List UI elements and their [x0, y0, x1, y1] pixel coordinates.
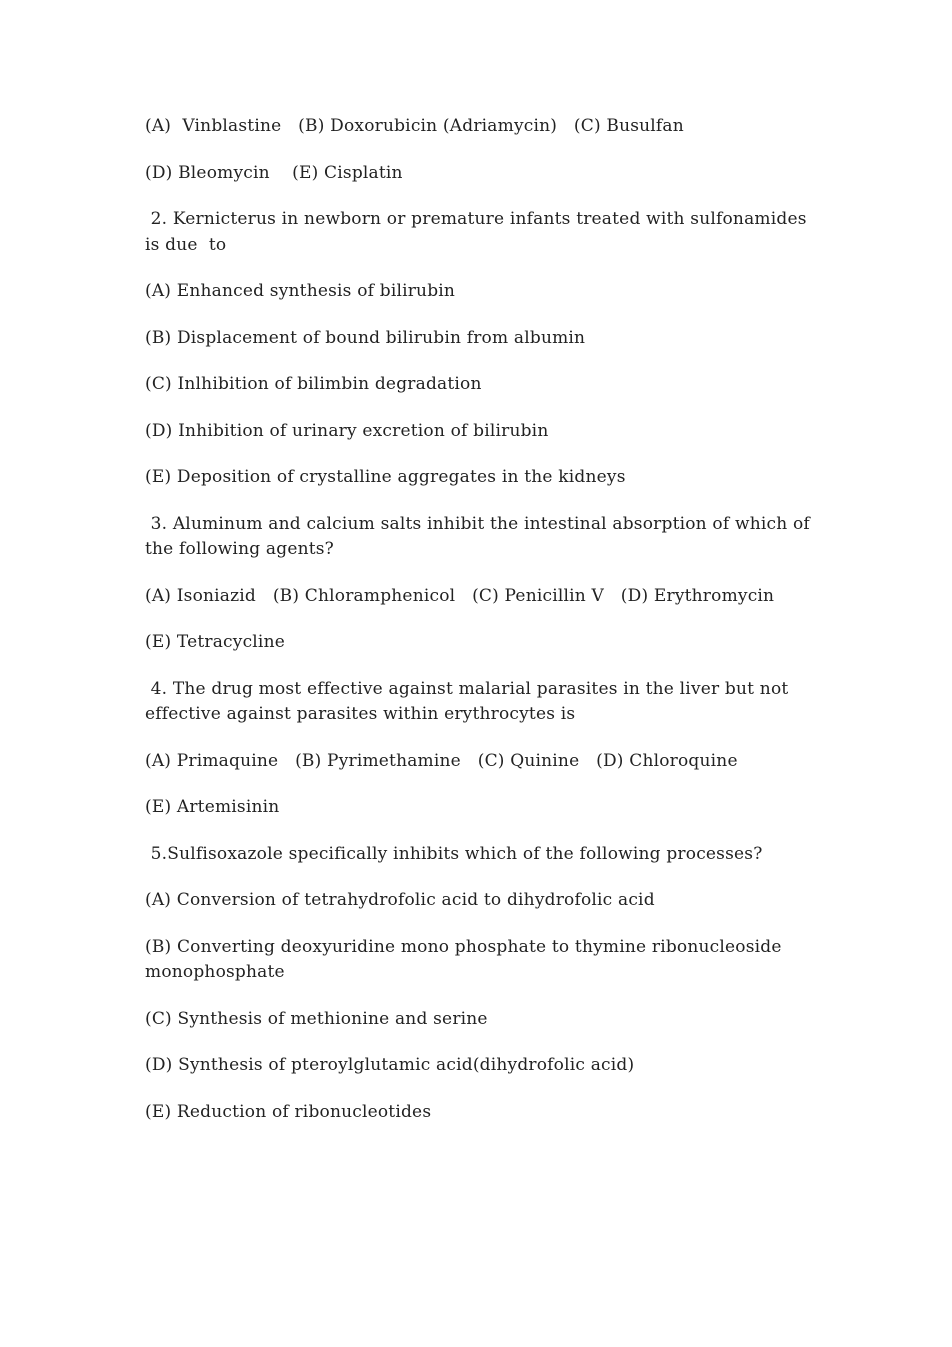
q5-option-e: (E) Reduction of ribonucleotides: [145, 1101, 432, 1122]
q5-option-c: (C) Synthesis of methionine and serine: [145, 1008, 488, 1029]
q3-options-a-d: (A) Isoniazid (B) Chloramphenicol (C) Penicillin V (D) Erythromycin: [145, 585, 775, 606]
question-4: 4. The drug most effective against malarial parasites in the liver but not effective against parasites within erythrocytes is: [145, 678, 795, 724]
question-3: 3. Aluminum and calcium salts inhibit the intestinal absorption of which of the following agents?: [145, 513, 816, 559]
q5-option-d: (D) Synthesis of pteroylglutamic acid(dihydrofolic acid): [145, 1055, 635, 1075]
q2-option-d: (D) Inhibition of urinary excretion of bilirubin: [145, 420, 549, 441]
question-2: 2. Kernicterus in newborn or premature infants treated with sulfonamides is due to: [145, 209, 813, 255]
q5-option-a: (A) Conversion of tetrahydrofolic acid to dihydrofolic acid: [145, 890, 655, 910]
options-line-q1-cont: (D) Bleomycin (E) Cisplatin: [145, 162, 403, 183]
q2-option-a: (A) Enhanced synthesis of bilirubin: [145, 281, 456, 301]
q2-option-c: (C) Inlhibition of bilimbin degradation: [145, 374, 482, 394]
q4-options-a-d: (A) Primaquine (B) Pyrimethamine (C) Quinine (D) Chloroquine: [145, 750, 738, 771]
q2-option-b: (B) Displacement of bound bilirubin from albumin: [145, 327, 586, 348]
q3-option-e: (E) Tetracycline: [145, 632, 285, 652]
q5-option-b: (B) Converting deoxyuridine mono phosphate to thymine ribonucleoside monophosphate: [145, 936, 788, 982]
question-5: 5.Sulfisoxazole specifically inhibits which of the following processes?: [145, 843, 763, 864]
q2-option-e: (E) Deposition of crystalline aggregates in the kidneys: [145, 467, 626, 487]
options-line-q1: (A) Vinblastine (B) Doxorubicin (Adriamycin) (C) Busulfan: [145, 116, 684, 136]
document-content: [145, 114, 815, 1146]
q4-option-e: (E) Artemisinin: [145, 797, 280, 817]
